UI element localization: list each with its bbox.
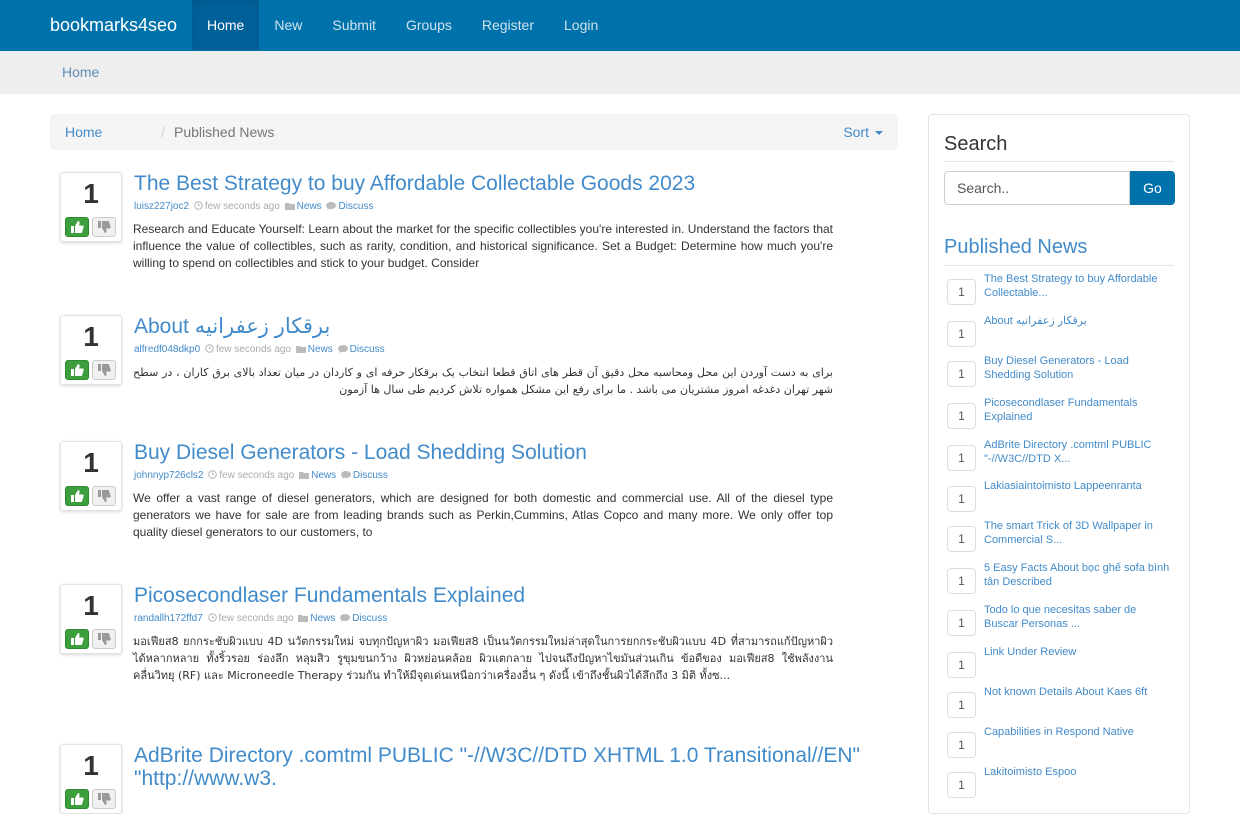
folder-icon	[285, 202, 295, 210]
news-link[interactable]: AdBrite Directory .comtml PUBLIC "-//W3C//DTD X...	[984, 439, 1152, 465]
vote-box	[60, 172, 122, 242]
vote-count: 1	[83, 178, 99, 209]
nav-menu	[192, 0, 613, 50]
news-link[interactable]: The Best Strategy to buy Affordable Collectable...	[984, 273, 1158, 299]
article-meta	[134, 613, 387, 624]
news-count-badge: 1	[947, 652, 976, 678]
clock-icon	[208, 613, 217, 622]
article-meta	[134, 470, 388, 481]
upvote-button[interactable]	[65, 360, 89, 380]
news-count-badge: 1	[947, 526, 976, 552]
folder-icon	[296, 345, 306, 353]
thumbs-down-icon	[98, 633, 111, 645]
folder-icon	[299, 471, 309, 479]
news-count-badge: 1	[947, 772, 976, 798]
news-count-badge: 1	[947, 321, 976, 347]
news-count-badge: 1	[947, 361, 976, 387]
divider	[944, 161, 1174, 162]
search-input[interactable]	[944, 171, 1130, 205]
search-heading: Search	[944, 133, 1008, 155]
comment-icon	[326, 202, 336, 210]
folder-icon	[298, 614, 308, 622]
news-count-badge: 1	[947, 486, 976, 512]
top-home-link[interactable]: Home	[62, 64, 100, 80]
clock-icon	[194, 201, 203, 210]
thumbs-up-icon	[71, 364, 84, 376]
article-discuss-link[interactable]: Discuss	[349, 344, 385, 355]
article-category[interactable]: News	[311, 470, 337, 481]
thumbs-up-icon	[71, 221, 84, 233]
thumbs-down-icon	[98, 364, 111, 376]
thumbs-up-icon	[71, 793, 84, 805]
sort-label: Sort	[843, 124, 869, 140]
breadcrumb	[50, 114, 898, 150]
news-link[interactable]: Picosecondlaser Fundamentals Explained	[984, 397, 1138, 423]
thumbs-up-icon	[71, 490, 84, 502]
upvote-button[interactable]	[65, 486, 89, 506]
article-title[interactable]: The Best Strategy to buy Affordable Collectable Goods 2023	[134, 172, 696, 195]
article-discuss-link[interactable]: Discuss	[352, 613, 388, 624]
downvote-button[interactable]	[92, 217, 116, 237]
nav-new[interactable]: New	[274, 17, 303, 33]
article-author[interactable]: randallh172ffd7	[134, 613, 203, 624]
news-count-badge: 1	[947, 445, 976, 471]
caret-down-icon	[875, 131, 883, 135]
vote-box	[60, 584, 122, 654]
clock-icon	[208, 470, 217, 479]
news-link[interactable]: About برقکار زعفرانیه	[984, 315, 1087, 327]
article-time: few seconds ago	[219, 470, 295, 481]
article-time: few seconds ago	[218, 613, 294, 624]
news-link[interactable]: Lakitoimisto Espoo	[984, 766, 1077, 778]
top-strip	[0, 51, 1240, 94]
vote-box	[60, 441, 122, 511]
news-count-badge: 1	[947, 732, 976, 758]
article-excerpt: We offer a vast range of diesel generators, which are designed for both domestic and commercial use. All of the diesel type generators we have for sale are from leading brands such as Perkin,Cummins, Atlas Copco and many more. We only offer top quality diesel generators to our customers, to	[133, 491, 833, 539]
nav-login[interactable]: Login	[564, 17, 599, 33]
article-excerpt: برای به دست آوردن این محل ومحاسبه محل دقیق آن قطر های اتاق قطعا انتخاب یک برقکار حرفه ای و کاردان در میان تعداد بالای برق کاران ، در سطح شهر تهران دغدغه امروز مشتریان می باشد . ما برای رفع این مشکل همواره تلاش کردیم طی سال ها آزمون	[133, 366, 833, 396]
vote-box	[60, 744, 122, 814]
article-excerpt: Research and Educate Yourself: Learn about the market for the specific collectibles you're interested in. Understand the factors that influence the value of collectibles, such as rarity, condition, and historical significance. Set a Budget: Determine how much you're willing to spend on collectibles and stick to your budget. Consider	[133, 222, 833, 270]
downvote-button[interactable]	[92, 486, 116, 506]
news-link[interactable]: The smart Trick of 3D Wallpaper in Commercial S...	[984, 520, 1153, 546]
vote-count: 1	[83, 321, 99, 352]
news-link[interactable]: Buy Diesel Generators - Load Shedding Solution	[984, 355, 1129, 381]
news-count-badge: 1	[947, 279, 976, 305]
article-title[interactable]: About برقکار زعفرانیه	[134, 315, 331, 338]
breadcrumb-current: Published News	[174, 124, 275, 140]
downvote-button[interactable]	[92, 629, 116, 649]
article-category[interactable]: News	[307, 344, 333, 355]
news-count-badge: 1	[947, 403, 976, 429]
upvote-button[interactable]	[65, 629, 89, 649]
news-link[interactable]: Capabilities in Respond Native	[984, 726, 1134, 738]
vote-box	[60, 315, 122, 385]
news-count-badge: 1	[947, 692, 976, 718]
article-discuss-link[interactable]: Discuss	[352, 470, 388, 481]
sidebar	[928, 114, 1190, 814]
upvote-button[interactable]	[65, 789, 89, 809]
article-meta	[134, 344, 385, 355]
nav-submit[interactable]: Submit	[332, 17, 376, 33]
news-count-badge: 1	[947, 568, 976, 594]
breadcrumb-separator: /	[161, 124, 165, 140]
vote-count: 1	[83, 590, 99, 621]
news-link[interactable]: 5 Easy Facts About bọc ghế sofa bình tân Described	[984, 562, 1170, 588]
vote-count: 1	[83, 750, 99, 781]
article-title[interactable]: AdBrite Directory .comtml PUBLIC "-//W3C//DTD XHTML 1.0 Transitional//EN" "http://www.w3.	[134, 744, 860, 790]
article-author[interactable]: johnnyp726cls2	[134, 470, 204, 481]
thumbs-down-icon	[98, 221, 111, 233]
article-time: few seconds ago	[215, 344, 292, 355]
article-time: few seconds ago	[204, 201, 280, 212]
published-news-heading[interactable]: Published News	[944, 236, 1088, 258]
article-author[interactable]: alfredf048dkp0	[134, 344, 201, 355]
news-link[interactable]: Lakiasiaintoimisto Lappeenranta	[984, 480, 1142, 492]
vote-count: 1	[83, 447, 99, 478]
nav-home[interactable]: Home	[192, 0, 259, 50]
navbar	[0, 0, 1240, 51]
thumbs-down-icon	[98, 490, 111, 502]
divider	[944, 265, 1174, 266]
article-title[interactable]: Picosecondlaser Fundamentals Explained	[134, 584, 526, 607]
thumbs-down-icon	[98, 793, 111, 805]
nav-register[interactable]: Register	[481, 17, 535, 33]
article-title[interactable]: Buy Diesel Generators - Load Shedding Solution	[134, 441, 587, 464]
sort-dropdown[interactable]	[843, 124, 883, 140]
brand-logo[interactable]: bookmarks4seo	[50, 15, 178, 35]
downvote-button[interactable]	[92, 789, 116, 809]
breadcrumb-home[interactable]: Home	[65, 124, 103, 140]
clock-icon	[205, 344, 214, 353]
comment-icon	[338, 345, 348, 353]
news-link[interactable]: Todo lo que necesitas saber de Buscar Personas ...	[984, 604, 1137, 630]
search-go-button[interactable]: Go	[1130, 171, 1175, 205]
upvote-button[interactable]	[65, 217, 89, 237]
article-meta	[134, 201, 373, 212]
thumbs-up-icon	[71, 633, 84, 645]
article-discuss-link[interactable]: Discuss	[338, 201, 374, 212]
article-excerpt: มอเฟียส8 ยกกระชับผิวแบบ 4D นวัตกรรมใหม่ จบทุกปัญหาผิว มอเฟียส8 เป็นนวัตกรรมใหม่ล่าสุดในการยกกระชับผิวแบบ 4D ที่สามารถแก้ปัญหาผิวได้หลากหลาย ทั้งริ้วรอย ร่องลึก หลุมสิว รูขุมขนกว้าง ผิวหย่อนคล้อย ผิวแตกลาย ไปจนถึงปัญหาไขมันส่วนเกิน ข้อดีของ มอเฟียส8 ใช้พลังงานคลื่นวิทยุ (RF) และ Microneedle Therapy ร่วมกัน ทำให้มีจุดเด่นเหนือกว่าเครื่องอื่น ๆ ดังนี้ เข้าถึงชั้นผิวได้ลึกถึง 3 มิติ ทั้งซ...	[133, 635, 833, 682]
comment-icon	[340, 614, 350, 622]
article-category[interactable]: News	[296, 201, 322, 212]
comment-icon	[341, 471, 351, 479]
news-link[interactable]: Not known Details About Kaes 6ft	[984, 686, 1148, 698]
nav-groups[interactable]: Groups	[405, 17, 452, 33]
article-author[interactable]: luisz227joc2	[134, 201, 190, 212]
downvote-button[interactable]	[92, 360, 116, 380]
news-count-badge: 1	[947, 610, 976, 636]
article-category[interactable]: News	[310, 613, 336, 624]
news-link[interactable]: Link Under Review	[984, 646, 1077, 658]
